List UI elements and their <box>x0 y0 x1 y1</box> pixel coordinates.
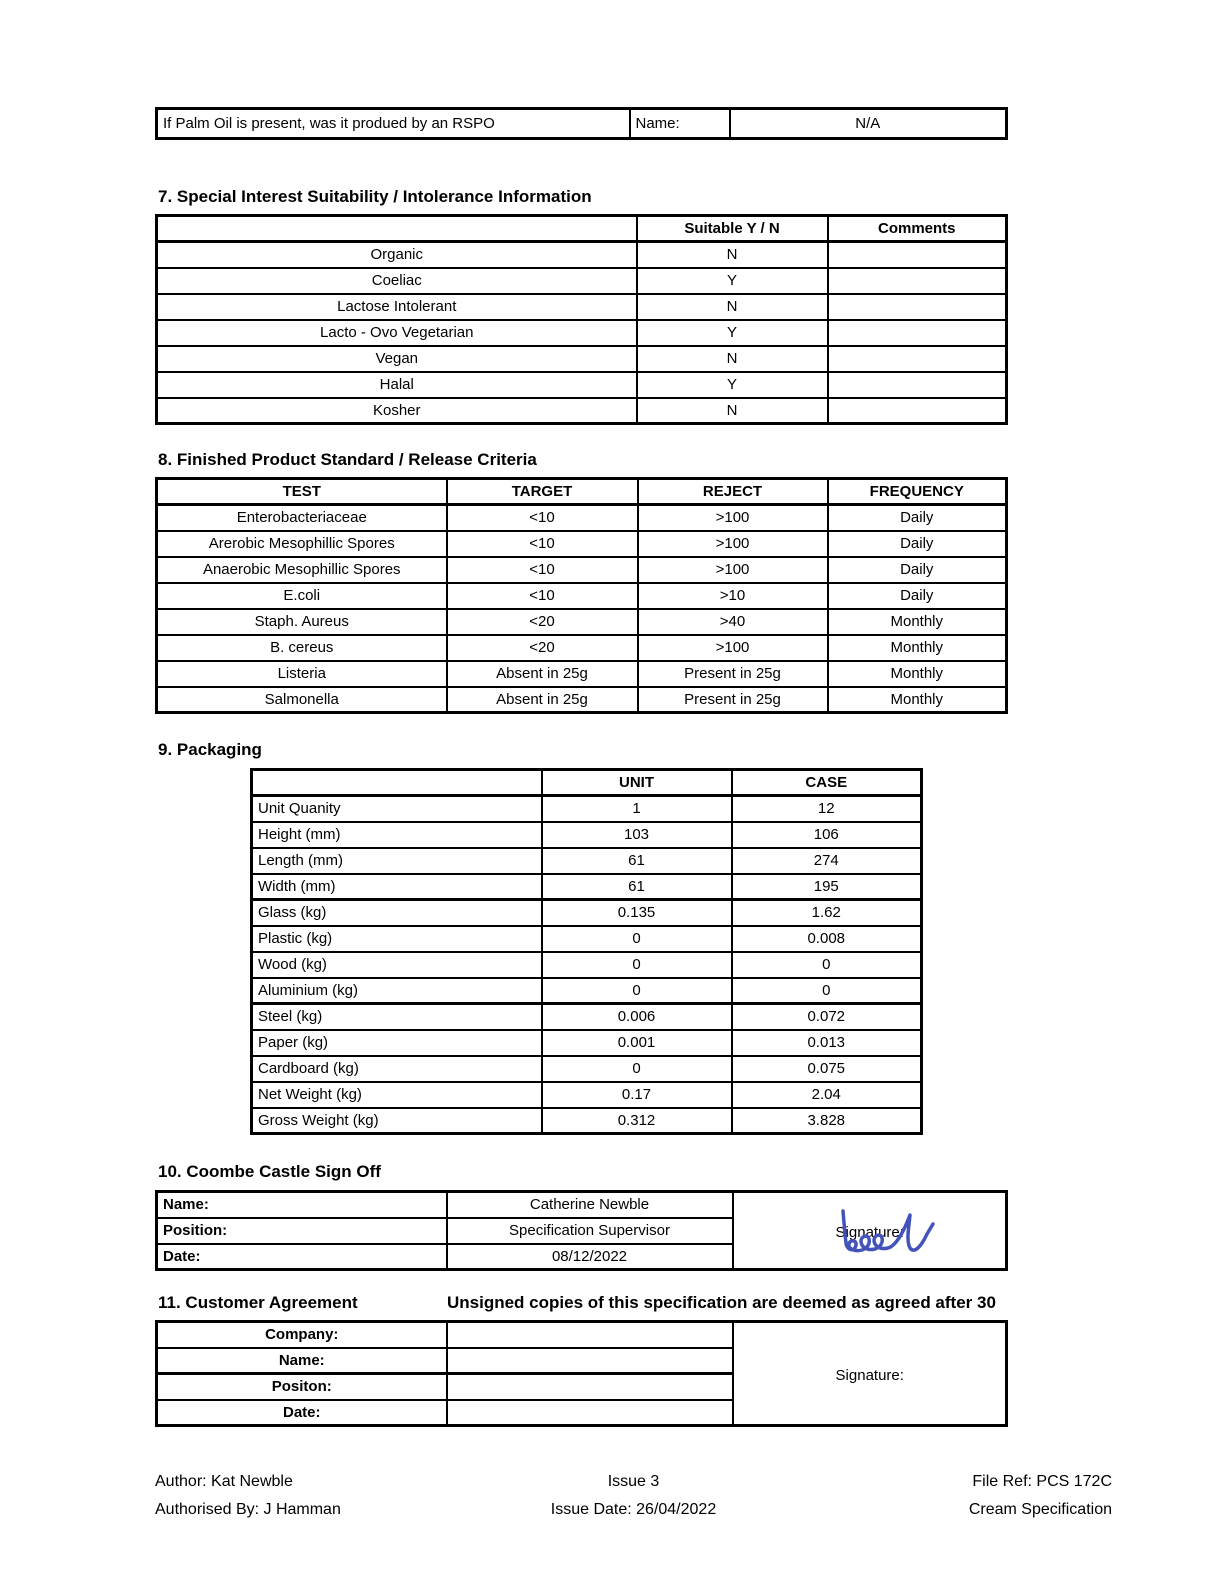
table-cell: Lactose Intolerant <box>157 294 637 320</box>
table-cell: Lacto - Ovo Vegetarian <box>157 320 637 346</box>
signoff-name-value: Catherine Newble <box>447 1192 733 1218</box>
table-cell: Cardboard (kg) <box>252 1056 542 1082</box>
table-cell: Comments <box>828 216 1007 242</box>
release-criteria-table <box>155 477 1008 714</box>
table-row <box>157 557 1007 583</box>
table-row <box>157 635 1007 661</box>
table-cell: Unit Quanity <box>252 796 542 822</box>
table-cell: 1.62 <box>732 900 922 926</box>
table-row <box>157 268 1007 294</box>
table-cell: 0.072 <box>732 1004 922 1030</box>
section-10-heading: 10. Coombe Castle Sign Off <box>158 1162 381 1181</box>
signoff-name-label: Name: <box>157 1192 447 1218</box>
table-row <box>157 1192 1007 1218</box>
table-row <box>252 952 922 978</box>
footer-issue-block <box>474 1468 793 1524</box>
table-cell: 3.828 <box>732 1108 922 1134</box>
table-row <box>252 848 922 874</box>
palm-oil-table <box>155 107 1008 140</box>
footer-authorised: Authorised By: J Hamman <box>155 1501 341 1518</box>
table-cell <box>157 216 637 242</box>
table-row <box>157 216 1007 242</box>
table-row <box>252 770 922 796</box>
table-cell <box>828 242 1007 268</box>
agreement-signature-cell <box>733 1322 1007 1426</box>
table-cell: 12 <box>732 796 922 822</box>
table-cell: Monthly <box>828 661 1007 687</box>
signoff-position-label: Position: <box>157 1218 447 1244</box>
footer-issue: Issue 3 <box>607 1473 660 1490</box>
table-cell: N <box>637 242 828 268</box>
table-cell: 195 <box>732 874 922 900</box>
agreement-name-label: Name: <box>157 1348 447 1374</box>
table-cell: Organic <box>157 242 637 268</box>
table-cell: 0 <box>542 978 732 1004</box>
table-row <box>252 926 922 952</box>
table-cell: 0.17 <box>542 1082 732 1108</box>
table-cell: 274 <box>732 848 922 874</box>
table-row <box>157 479 1007 505</box>
table-cell: Present in 25g <box>638 687 828 713</box>
page-footer <box>155 1468 1112 1524</box>
table-cell: Monthly <box>828 609 1007 635</box>
table-cell: B. cereus <box>157 635 447 661</box>
table-cell: 0.135 <box>542 900 732 926</box>
table-cell: Listeria <box>157 661 447 687</box>
table-cell: N <box>637 294 828 320</box>
table-cell: Monthly <box>828 635 1007 661</box>
table-cell: FREQUENCY <box>828 479 1007 505</box>
table-cell <box>828 320 1007 346</box>
table-cell: 61 <box>542 848 732 874</box>
table-row <box>252 796 922 822</box>
table-cell: 0.312 <box>542 1108 732 1134</box>
table-cell: <10 <box>447 505 638 531</box>
table-row <box>157 346 1007 372</box>
table-row <box>157 242 1007 268</box>
footer-author: Author: Kat Newble <box>155 1473 293 1490</box>
signoff-date-label: Date: <box>157 1244 447 1270</box>
table-cell: Height (mm) <box>252 822 542 848</box>
table-cell <box>828 294 1007 320</box>
table-row <box>252 978 922 1004</box>
table-cell: N <box>637 398 828 424</box>
table-cell <box>252 770 542 796</box>
footer-doc-title: Cream Specification <box>968 1501 1112 1518</box>
section-11-note: Unsigned copies of this specification are deemed as agreed after 30 <box>447 1293 996 1312</box>
table-cell: Halal <box>157 372 637 398</box>
table-cell: Enterobacteriaceae <box>157 505 447 531</box>
table-cell: >40 <box>638 609 828 635</box>
table-cell: Y <box>637 320 828 346</box>
table-cell: >100 <box>638 557 828 583</box>
table-cell: UNIT <box>542 770 732 796</box>
table-cell: Plastic (kg) <box>252 926 542 952</box>
table-cell: <10 <box>447 557 638 583</box>
signature-stroke <box>843 1211 933 1251</box>
signoff-position-value: Specification Supervisor <box>447 1218 733 1244</box>
table-cell: Aluminium (kg) <box>252 978 542 1004</box>
table-cell: 0.008 <box>732 926 922 952</box>
table-cell: CASE <box>732 770 922 796</box>
table-cell: 106 <box>732 822 922 848</box>
table-cell: >100 <box>638 635 828 661</box>
table-cell: Arerobic Mesophillic Spores <box>157 531 447 557</box>
table-cell: Width (mm) <box>252 874 542 900</box>
table-cell: Paper (kg) <box>252 1030 542 1056</box>
section-11-heading: 11. Customer Agreement <box>158 1293 358 1312</box>
signoff-signature-label: Signature: <box>835 1223 904 1241</box>
table-cell: E.coli <box>157 583 447 609</box>
table-cell: >100 <box>638 531 828 557</box>
table-cell: N <box>637 346 828 372</box>
table-cell: 103 <box>542 822 732 848</box>
table-row <box>252 1056 922 1082</box>
table-cell: Net Weight (kg) <box>252 1082 542 1108</box>
table-row <box>157 531 1007 557</box>
agreement-position-value-cell <box>447 1374 733 1400</box>
table-cell: Name: <box>630 109 730 139</box>
agreement-date-value-cell <box>447 1400 733 1426</box>
packaging-table <box>250 768 923 1135</box>
agreement-company-label: Company: <box>157 1322 447 1348</box>
table-cell: 0 <box>732 978 922 1004</box>
suitability-table <box>155 214 1008 425</box>
table-cell: 0.075 <box>732 1056 922 1082</box>
table-row <box>157 320 1007 346</box>
table-row <box>252 1082 922 1108</box>
table-row <box>252 1030 922 1056</box>
table-cell: If Palm Oil is present, was it produed by an RSPO <box>157 109 630 139</box>
section-7-heading: 7. Special Interest Suitability / Intolerance Information <box>158 187 592 206</box>
signoff-table <box>155 1190 1008 1271</box>
table-cell <box>828 398 1007 424</box>
handwritten-signature <box>829 1201 979 1267</box>
table-cell: Anaerobic Mesophillic Spores <box>157 557 447 583</box>
signoff-signature-cell <box>733 1192 1007 1270</box>
table-row <box>252 1004 922 1030</box>
footer-fileref-block <box>793 1468 1112 1524</box>
table-cell: Absent in 25g <box>447 687 638 713</box>
table-cell: Kosher <box>157 398 637 424</box>
agreement-table <box>155 1320 1008 1427</box>
agreement-company-value-cell <box>447 1322 733 1348</box>
section-9-heading: 9. Packaging <box>158 740 262 759</box>
table-cell: Coeliac <box>157 268 637 294</box>
table-cell: Daily <box>828 583 1007 609</box>
signoff-date-value: 08/12/2022 <box>447 1244 733 1270</box>
table-cell: <20 <box>447 635 638 661</box>
agreement-signature-label: Signature: <box>835 1366 904 1384</box>
table-cell: 1 <box>542 796 732 822</box>
footer-author-block <box>155 1468 474 1524</box>
table-cell: 0.001 <box>542 1030 732 1056</box>
table-cell: <20 <box>447 609 638 635</box>
table-cell: Gross Weight (kg) <box>252 1108 542 1134</box>
table-cell: Y <box>637 268 828 294</box>
table-cell <box>828 268 1007 294</box>
table-row <box>157 372 1007 398</box>
table-row <box>157 109 1007 139</box>
table-cell: 0 <box>542 952 732 978</box>
table-cell: Glass (kg) <box>252 900 542 926</box>
table-cell: Y <box>637 372 828 398</box>
table-cell: Salmonella <box>157 687 447 713</box>
table-cell: Daily <box>828 505 1007 531</box>
table-cell: <10 <box>447 531 638 557</box>
table-cell: 0 <box>542 926 732 952</box>
table-row <box>252 822 922 848</box>
table-cell <box>828 372 1007 398</box>
table-cell: N/A <box>730 109 1007 139</box>
table-row <box>157 1322 1007 1348</box>
table-cell: 2.04 <box>732 1082 922 1108</box>
table-row <box>157 661 1007 687</box>
table-cell <box>828 346 1007 372</box>
table-cell: Staph. Aureus <box>157 609 447 635</box>
table-row <box>252 900 922 926</box>
table-cell: 0.006 <box>542 1004 732 1030</box>
table-row <box>157 687 1007 713</box>
table-cell: TEST <box>157 479 447 505</box>
table-cell: Vegan <box>157 346 637 372</box>
table-row <box>252 874 922 900</box>
table-cell: Daily <box>828 557 1007 583</box>
table-cell: 0 <box>732 952 922 978</box>
table-cell: Daily <box>828 531 1007 557</box>
section-8-heading: 8. Finished Product Standard / Release Criteria <box>158 450 537 469</box>
table-cell: Suitable Y / N <box>637 216 828 242</box>
table-row <box>157 583 1007 609</box>
agreement-date-label: Date: <box>157 1400 447 1426</box>
table-row <box>252 1108 922 1134</box>
table-cell: Monthly <box>828 687 1007 713</box>
agreement-name-value-cell <box>447 1348 733 1374</box>
footer-file-ref: File Ref: PCS 172C <box>972 1473 1112 1490</box>
table-cell: >100 <box>638 505 828 531</box>
footer-issue-date: Issue Date: 26/04/2022 <box>550 1501 717 1518</box>
table-cell: Absent in 25g <box>447 661 638 687</box>
table-row <box>157 609 1007 635</box>
agreement-position-label: Positon: <box>157 1374 447 1400</box>
table-row <box>157 294 1007 320</box>
table-cell: TARGET <box>447 479 638 505</box>
table-cell: Present in 25g <box>638 661 828 687</box>
table-cell: Length (mm) <box>252 848 542 874</box>
table-cell: >10 <box>638 583 828 609</box>
table-cell: REJECT <box>638 479 828 505</box>
table-cell: Wood (kg) <box>252 952 542 978</box>
table-row <box>157 505 1007 531</box>
table-cell: 0 <box>542 1056 732 1082</box>
table-cell: 61 <box>542 874 732 900</box>
table-cell: <10 <box>447 583 638 609</box>
table-cell: Steel (kg) <box>252 1004 542 1030</box>
table-row <box>157 398 1007 424</box>
table-cell: 0.013 <box>732 1030 922 1056</box>
